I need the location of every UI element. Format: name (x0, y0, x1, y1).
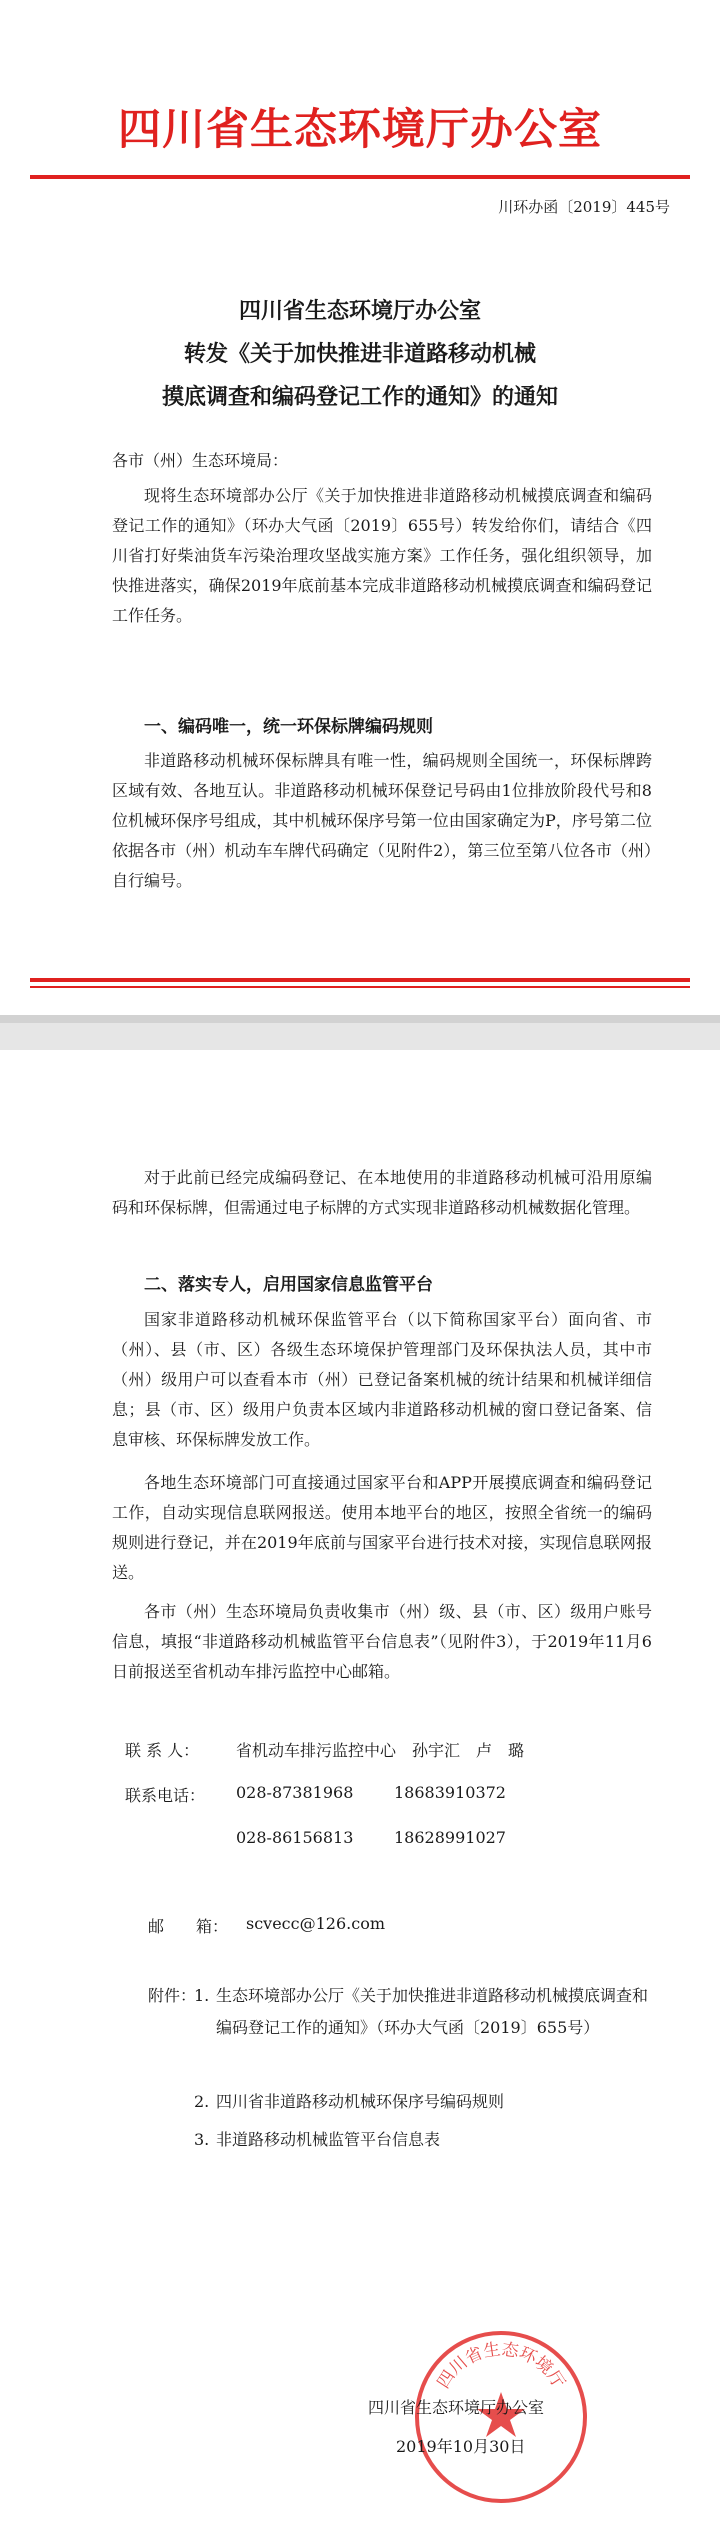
section-2-heading: 二、落实专人，启用国家信息监管平台 (144, 1275, 433, 1295)
section-2-paragraph-3: 各市（州）生态环境局负责收集市（州）级、县（市、区）级用户账号信息，填报“非道路移动机械监管平台信息表”（见附件3），于2019年11月6日前报送至省机动车排污监控中心邮箱。 (112, 1602, 652, 1681)
mobile-2: 18628991027 (394, 1828, 506, 1847)
letterhead-rule (30, 175, 690, 179)
phone-label: 联系电话： (125, 1786, 206, 1805)
mobile-1: 18683910372 (394, 1783, 506, 1802)
document-page-1 (0, 0, 720, 1015)
title-line-2: 转发《关于加快推进非道路移动机械 (183, 341, 536, 367)
title-line-3: 摸底调查和编码登记工作的通知》的通知 (161, 384, 558, 410)
attachment-1 (194, 1980, 654, 2044)
attachment-number: 2. (194, 2092, 210, 2111)
phone-2: 028-86156813 (236, 1828, 354, 1847)
phone-1: 028-87381968 (236, 1783, 354, 1802)
title-line-1: 四川省生态环境厅办公室 (238, 298, 481, 324)
signature-date: 2019年10月30日 (396, 2437, 526, 2456)
signature-organization: 四川省生态环境厅办公室 (368, 2398, 545, 2417)
attachment-text: 生态环境部办公厅《关于加快推进非道路移动机械摸底调查和编码登记工作的通知》（环办大气函〔2019〕655号） (216, 1986, 649, 2037)
attachment-text: 四川省非道路移动机械环保序号编码规则 (216, 2092, 505, 2111)
seal-text: 四川省生态环境厅 (433, 2339, 569, 2393)
section-1-heading: 一、编码唯一，统一环保标牌编码规则 (144, 717, 433, 737)
attachment-2 (194, 2086, 654, 2118)
attachment-text: 非道路移动机械监管平台信息表 (216, 2130, 441, 2149)
salutation: 各市（州）生态环境局： (112, 451, 289, 470)
section-2-paragraph-2: 各地生态环境部门可直接通过国家平台和APP开展摸底调查和编码登记工作，自动实现信息联网报送。使用本地平台的地区，按照全省统一的编码规则进行登记，并在2019年底前与国家平台进行技术对接，实现信息联网报送。 (112, 1473, 652, 1582)
page-gap (0, 1015, 720, 1050)
email-address: scvecc@126.com (246, 1914, 385, 1933)
attachment-3 (194, 2124, 654, 2156)
attachments-label: 附件： (148, 1986, 197, 2005)
attachment-number: 1. (194, 1986, 210, 2005)
section-1-paragraph-2: 对于此前已经完成编码登记、在本地使用的非道路移动机械可沿用原编码和环保标牌，但需通过电子标牌的方式实现非道路移动机械数据化管理。 (112, 1168, 652, 1217)
letterhead-title: 四川省生态环境厅办公室 (118, 105, 602, 155)
section-2-paragraph-1: 国家非道路移动机械环保监管平台（以下简称国家平台）面向省、市（州）、县（市、区）各级生态环境保护管理部门及环保执法人员，其中市（州）级用户可以查看本市（州）已登记备案机械的统计结果和机械详细信息；县（市、区）级用户负责本区域内非道路移动机械的窗口登记备案、信息审核、环保标牌发放工作。 (112, 1310, 652, 1449)
contact-person-label: 联 系 人： (125, 1741, 200, 1760)
document-title (0, 290, 720, 419)
intro-paragraph: 现将生态环境部办公厅《关于加快推进非道路移动机械摸底调查和编码登记工作的通知》（环办大气函〔2019〕655号）转发给你们，请结合《四川省打好柴油货车污染治理攻坚战实施方案》工作任务，强化组织领导，加快推进落实，确保2019年底前基本完成非道路移动机械摸底调查和编码登记工作任务。 (112, 486, 652, 625)
section-1-paragraph-1: 非道路移动机械环保标牌具有唯一性，编码规则全国统一，环保标牌跨区域有效、各地互认。非道路移动机械环保登记号码由1位排放阶段代号和8位机械环保序号组成，其中机械环保序号第一位由国家确定为P，序号第二位依据各市（州）机动车车牌代码确定（见附件2），第三位至第八位各市（州）自行编号。 (112, 751, 652, 890)
document-number: 川环办函〔2019〕445号 (498, 198, 670, 216)
page-1-bottom-rule-thin (30, 986, 690, 988)
email-label: 邮 箱： (148, 1917, 229, 1936)
contact-person: 省机动车排污监控中心 孙宇汇 卢 璐 (236, 1741, 525, 1760)
attachment-number: 3. (194, 2130, 210, 2149)
page-1-bottom-rule-thick (30, 978, 690, 982)
